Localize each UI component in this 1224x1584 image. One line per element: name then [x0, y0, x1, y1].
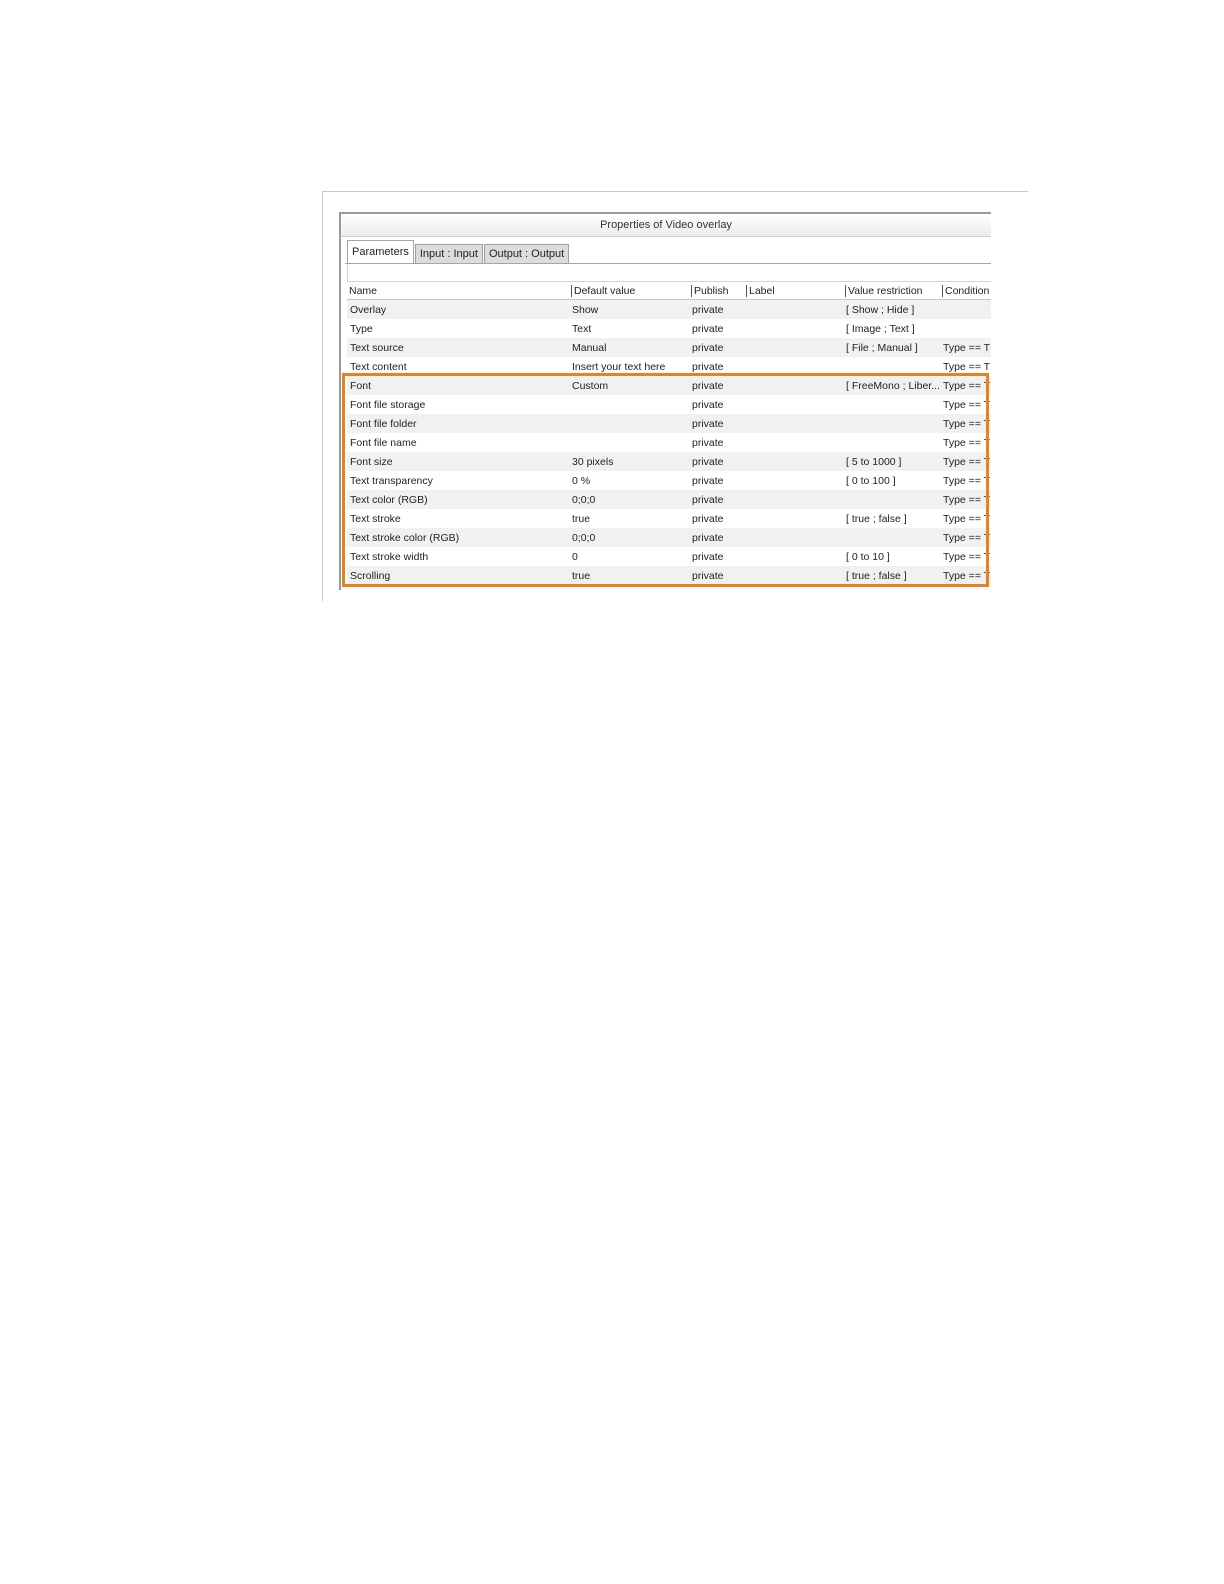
tab-bar — [347, 237, 991, 263]
cell-default-value[interactable]: true — [569, 566, 689, 585]
cell-publish[interactable]: private — [689, 319, 744, 338]
table-row[interactable] — [347, 319, 991, 338]
table-header-row — [347, 282, 991, 300]
cell-default-value[interactable] — [569, 395, 689, 414]
table-row[interactable] — [347, 300, 991, 320]
cell-condition[interactable]: Type == T — [940, 414, 991, 433]
column-header-name[interactable]: Name — [347, 282, 569, 300]
cell-name[interactable]: Font file name — [347, 433, 569, 452]
cell-default-value[interactable]: Text — [569, 319, 689, 338]
column-header-label[interactable]: Label — [744, 282, 843, 300]
cell-label[interactable] — [744, 547, 843, 566]
cell-default-value[interactable]: 0;0;0 — [569, 490, 689, 509]
column-header-default-value[interactable]: Default value — [569, 282, 689, 300]
cell-condition[interactable]: Type == T — [940, 547, 991, 566]
cell-publish[interactable]: private — [689, 490, 744, 509]
cell-publish[interactable]: private — [689, 300, 744, 320]
cell-condition[interactable]: Type == T — [940, 566, 991, 585]
window-title: Properties of Video overlay — [341, 214, 991, 237]
cell-value-restriction[interactable]: [ Show ; Hide ] — [843, 300, 940, 320]
cell-default-value[interactable]: 0 — [569, 547, 689, 566]
table-row[interactable] — [347, 338, 991, 357]
cell-label[interactable] — [744, 433, 843, 452]
cell-value-restriction[interactable] — [843, 414, 940, 433]
cell-label[interactable] — [744, 528, 843, 547]
cell-condition[interactable]: Type == T — [940, 509, 991, 528]
cell-value-restriction[interactable] — [843, 433, 940, 452]
table-row[interactable] — [347, 414, 991, 433]
column-header-condition[interactable]: Condition — [940, 282, 991, 300]
table-row[interactable] — [347, 357, 991, 376]
cell-publish[interactable]: private — [689, 414, 744, 433]
cell-name[interactable]: Type — [347, 319, 569, 338]
cell-condition[interactable] — [940, 319, 991, 338]
cell-name[interactable]: Text stroke — [347, 509, 569, 528]
cell-name[interactable]: Overlay — [347, 300, 569, 320]
table-row[interactable] — [347, 528, 991, 547]
cell-label[interactable] — [744, 471, 843, 490]
cell-label[interactable] — [744, 357, 843, 376]
cell-label[interactable] — [744, 300, 843, 320]
cell-value-restriction[interactable]: [ true ; false ] — [843, 566, 940, 585]
cell-default-value[interactable]: Custom — [569, 376, 689, 395]
cell-name[interactable]: Font — [347, 376, 569, 395]
table-row[interactable] — [347, 547, 991, 566]
cell-condition[interactable]: Type == T — [940, 395, 991, 414]
cell-publish[interactable]: private — [689, 471, 744, 490]
cell-label[interactable] — [744, 319, 843, 338]
cell-value-restriction[interactable]: [ 5 to 1000 ] — [843, 452, 940, 471]
table-body — [347, 300, 991, 586]
cell-condition[interactable]: Type == T — [940, 452, 991, 471]
cell-default-value[interactable]: 30 pixels — [569, 452, 689, 471]
column-header-value-restriction[interactable]: Value restriction — [843, 282, 940, 300]
cell-value-restriction[interactable]: [ 0 to 10 ] — [843, 547, 940, 566]
cell-publish[interactable]: private — [689, 509, 744, 528]
cell-value-restriction[interactable] — [843, 357, 940, 376]
tab-input[interactable]: Input : Input — [415, 244, 483, 263]
cell-default-value[interactable]: Show — [569, 300, 689, 320]
panel-toolbar — [347, 264, 991, 282]
cell-default-value[interactable] — [569, 433, 689, 452]
cell-condition[interactable]: Type == T — [940, 338, 991, 357]
cell-name[interactable]: Text stroke width — [347, 547, 569, 566]
table-row[interactable] — [347, 490, 991, 509]
cell-label[interactable] — [744, 395, 843, 414]
table-row[interactable] — [347, 395, 991, 414]
cell-default-value[interactable]: 0;0;0 — [569, 528, 689, 547]
parameters-panel — [345, 263, 991, 585]
cell-condition[interactable]: Type == T — [940, 528, 991, 547]
properties-window — [339, 212, 991, 590]
cell-name[interactable]: Text source — [347, 338, 569, 357]
cell-name[interactable]: Text transparency — [347, 471, 569, 490]
cell-default-value[interactable] — [569, 414, 689, 433]
cell-label[interactable] — [744, 452, 843, 471]
cell-value-restriction[interactable]: [ Image ; Text ] — [843, 319, 940, 338]
tab-parameters[interactable]: Parameters — [347, 240, 414, 264]
cell-condition[interactable] — [940, 300, 991, 320]
cell-condition[interactable]: Type == T — [940, 433, 991, 452]
cell-label[interactable] — [744, 376, 843, 395]
cell-name[interactable]: Font file folder — [347, 414, 569, 433]
cell-value-restriction[interactable] — [843, 490, 940, 509]
table-row[interactable] — [347, 566, 991, 585]
cell-condition[interactable]: Type == T — [940, 471, 991, 490]
cell-publish[interactable]: private — [689, 566, 744, 585]
cell-name[interactable]: Text color (RGB) — [347, 490, 569, 509]
cell-default-value[interactable]: Manual — [569, 338, 689, 357]
cell-default-value[interactable]: 0 % — [569, 471, 689, 490]
cell-value-restriction[interactable]: [ File ; Manual ] — [843, 338, 940, 357]
cell-value-restriction[interactable]: [ FreeMono ; Liber... — [843, 376, 940, 395]
table-row[interactable] — [347, 376, 991, 395]
cell-name[interactable]: Text content — [347, 357, 569, 376]
cell-publish[interactable]: private — [689, 433, 744, 452]
cell-value-restriction[interactable] — [843, 395, 940, 414]
cell-name[interactable]: Font size — [347, 452, 569, 471]
cell-condition[interactable]: Type == T — [940, 357, 991, 376]
cell-publish[interactable]: private — [689, 357, 744, 376]
table-row[interactable] — [347, 433, 991, 452]
cell-value-restriction[interactable]: [ true ; false ] — [843, 509, 940, 528]
cell-publish[interactable]: private — [689, 452, 744, 471]
table-row[interactable] — [347, 452, 991, 471]
cell-name[interactable]: Scrolling — [347, 566, 569, 585]
cell-default-value[interactable]: true — [569, 509, 689, 528]
column-header-publish[interactable]: Publish — [689, 282, 744, 300]
cell-label[interactable] — [744, 338, 843, 357]
cell-publish[interactable]: private — [689, 528, 744, 547]
cell-default-value[interactable]: Insert your text here — [569, 357, 689, 376]
cell-publish[interactable]: private — [689, 547, 744, 566]
cell-label[interactable] — [744, 490, 843, 509]
cell-condition[interactable]: Type == T — [940, 376, 991, 395]
cell-label[interactable] — [744, 414, 843, 433]
tab-output[interactable]: Output : Output — [484, 244, 569, 263]
cell-publish[interactable]: private — [689, 338, 744, 357]
table-row[interactable] — [347, 509, 991, 528]
cell-value-restriction[interactable]: [ 0 to 100 ] — [843, 471, 940, 490]
cell-publish[interactable]: private — [689, 376, 744, 395]
cell-name[interactable]: Font file storage — [347, 395, 569, 414]
cell-publish[interactable]: private — [689, 395, 744, 414]
cell-label[interactable] — [744, 509, 843, 528]
parameters-table — [347, 282, 991, 585]
table-row[interactable] — [347, 471, 991, 490]
cell-value-restriction[interactable] — [843, 528, 940, 547]
cell-condition[interactable]: Type == T — [940, 490, 991, 509]
cell-label[interactable] — [744, 566, 843, 585]
cell-name[interactable]: Text stroke color (RGB) — [347, 528, 569, 547]
